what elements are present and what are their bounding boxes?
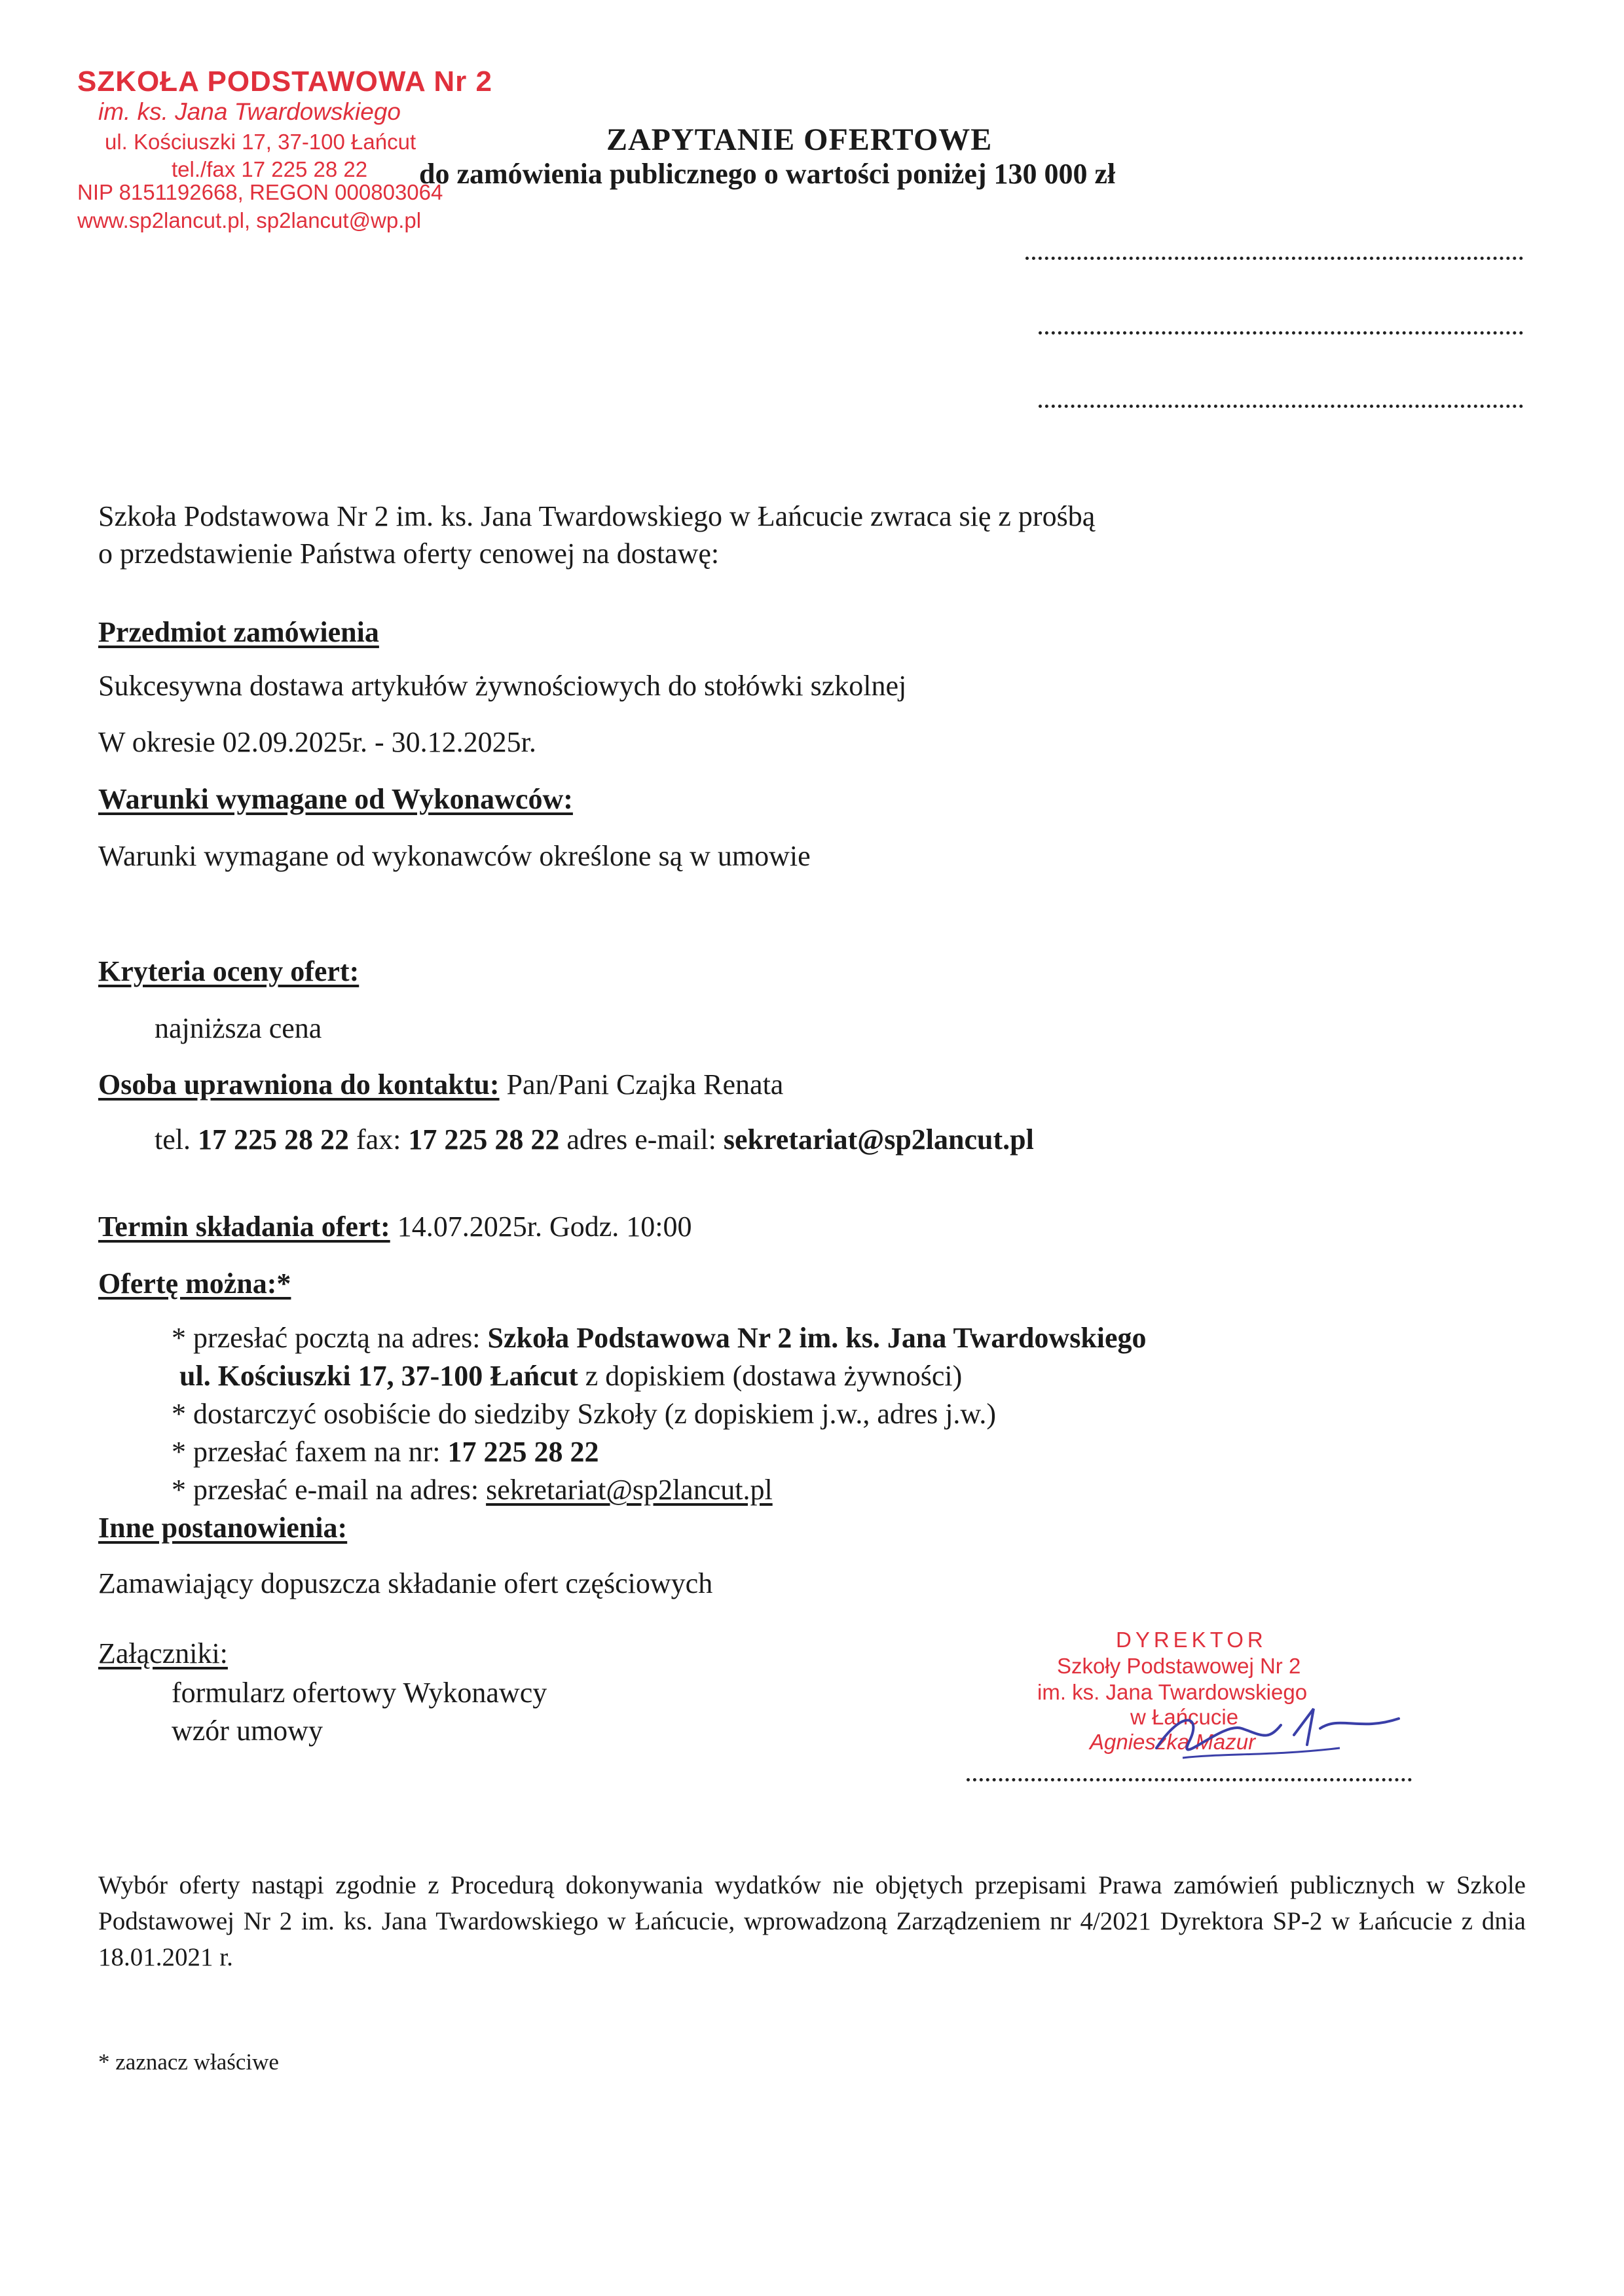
stamp-phone: tel./fax 17 225 28 22 [172, 157, 368, 181]
contact-email-label: adres e-mail: [559, 1123, 724, 1156]
footnote: * zaznacz właściwe [98, 2049, 279, 2075]
conditions-text: Warunki wymagane od wykonawców określone są w umowie [98, 840, 811, 872]
contact-tel-label: tel. [155, 1123, 198, 1156]
signature-stamp-school: Szkoły Podstawowej Nr 2 [1057, 1654, 1301, 1678]
contact-person-name: Pan/Pani Czajka Renata [499, 1068, 784, 1101]
stamp-web-email: www.sp2lancut.pl, sp2lancut@wp.pl [77, 208, 422, 232]
attachment-item: wzór umowy [172, 1715, 323, 1747]
submission-fax [172, 1435, 599, 1468]
submission-post-label: * przesłać pocztą na adres: [172, 1322, 488, 1354]
signature-line [967, 1778, 1412, 1781]
submission-email-link[interactable]: sekretariat@sp2lancut.pl [486, 1474, 773, 1506]
stamp-patron: im. ks. Jana Twardowskiego [98, 98, 401, 125]
stamp-address: ul. Kościuszki 17, 37-100 Łańcut [105, 130, 416, 154]
contact-person-row [98, 1068, 783, 1101]
criteria-text: najniższa cena [155, 1012, 322, 1044]
submission-email-label: * przesłać e-mail na adres: [172, 1474, 487, 1506]
document-title: ZAPYTANIE OFERTOWE [606, 122, 993, 157]
deadline-value: 14.07.2025r. Godz. 10:00 [390, 1211, 692, 1243]
submission-post-address-1: Szkoła Podstawowa Nr 2 im. ks. Jana Twardowskiego [487, 1322, 1147, 1354]
contact-details-row [155, 1123, 1034, 1156]
recipient-line-2 [1039, 331, 1523, 335]
submission-personal: * dostarczyć osobiście do siedziby Szkoły (z dopiskiem j.w., adres j.w.) [172, 1398, 997, 1430]
submission-post-note: z dopiskiem (dostawa żywności) [578, 1360, 963, 1392]
signature-stamp-patron: im. ks. Jana Twardowskiego [1037, 1680, 1308, 1704]
stamp-nip-regon: NIP 8151192668, REGON 000803064 [77, 180, 443, 204]
subject-period: W okresie 02.09.2025r. - 30.12.2025r. [98, 726, 536, 758]
deadline-row [98, 1210, 692, 1243]
section-heading-criteria: Kryteria oceny ofert: [98, 955, 360, 987]
section-heading-contact: Osoba uprawniona do kontaktu: [98, 1068, 500, 1101]
other-text: Zamawiający dopuszcza składanie ofert częściowych [98, 1567, 713, 1599]
section-heading-deadline: Termin składania ofert: [98, 1211, 390, 1243]
section-heading-attachments: Załączniki: [98, 1637, 228, 1669]
contact-fax: 17 225 28 22 [408, 1123, 560, 1156]
section-heading-submission: Ofertę można:* [98, 1267, 291, 1300]
section-heading-subject: Przedmiot zamówienia [98, 616, 379, 648]
signature-stamp-title: DYREKTOR [1116, 1628, 1267, 1652]
submission-post-address-2: ul. Kościuszki 17, 37-100 Łańcut [179, 1360, 578, 1392]
intro-line-2: o przedstawienie Państwa oferty cenowej na dostawę: [98, 538, 720, 570]
recipient-line-3 [1039, 405, 1523, 408]
stamp-school-name: SZKOŁA PODSTAWOWA Nr 2 [77, 65, 492, 98]
footer-procedure-text: Wybór oferty nastąpi zgodnie z Procedurą dokonywania wydatków nie objętych przepisami Prawa zamówień publicznych w Szkole Podstawowej Nr 2 im. ks. Jana Twardowskiego w Łańcucie, wprowadzoną Zarządzeniem nr 4/2021 Dyrektora SP-2 w Łańcucie z dnia 18.01.2021 r. [98, 1871, 1526, 1971]
contact-fax-label: fax: [348, 1123, 409, 1156]
handwritten-signature [1143, 1696, 1405, 1768]
section-heading-conditions: Warunki wymagane od Wykonawców: [98, 783, 573, 815]
recipient-line-1 [1025, 257, 1523, 260]
intro-line-1: Szkoła Podstawowa Nr 2 im. ks. Jana Twardowskiego w Łańcucie zwraca się z prośbą [98, 500, 1096, 532]
submission-fax-label: * przesłać faxem na nr: [172, 1436, 448, 1468]
signature-stamp-name: Agnieszka Mazur [1090, 1730, 1256, 1754]
submission-post-cont [179, 1359, 962, 1393]
subject-description: Sukcesywna dostawa artykułów żywnościowych do stołówki szkolnej [98, 670, 907, 702]
submission-post [172, 1321, 1147, 1355]
submission-fax-number: 17 225 28 22 [447, 1436, 599, 1468]
submission-email [172, 1473, 773, 1506]
document-subtitle: do zamówienia publicznego o wartości poniżej 130 000 zł [419, 158, 1116, 190]
attachment-item: formularz ofertowy Wykonawcy [172, 1677, 547, 1709]
contact-email[interactable]: sekretariat@sp2lancut.pl [723, 1123, 1034, 1156]
signature-stamp-city: w Łańcucie [1130, 1705, 1239, 1729]
contact-tel: 17 225 28 22 [197, 1123, 349, 1156]
section-heading-other: Inne postanowienia: [98, 1512, 348, 1544]
